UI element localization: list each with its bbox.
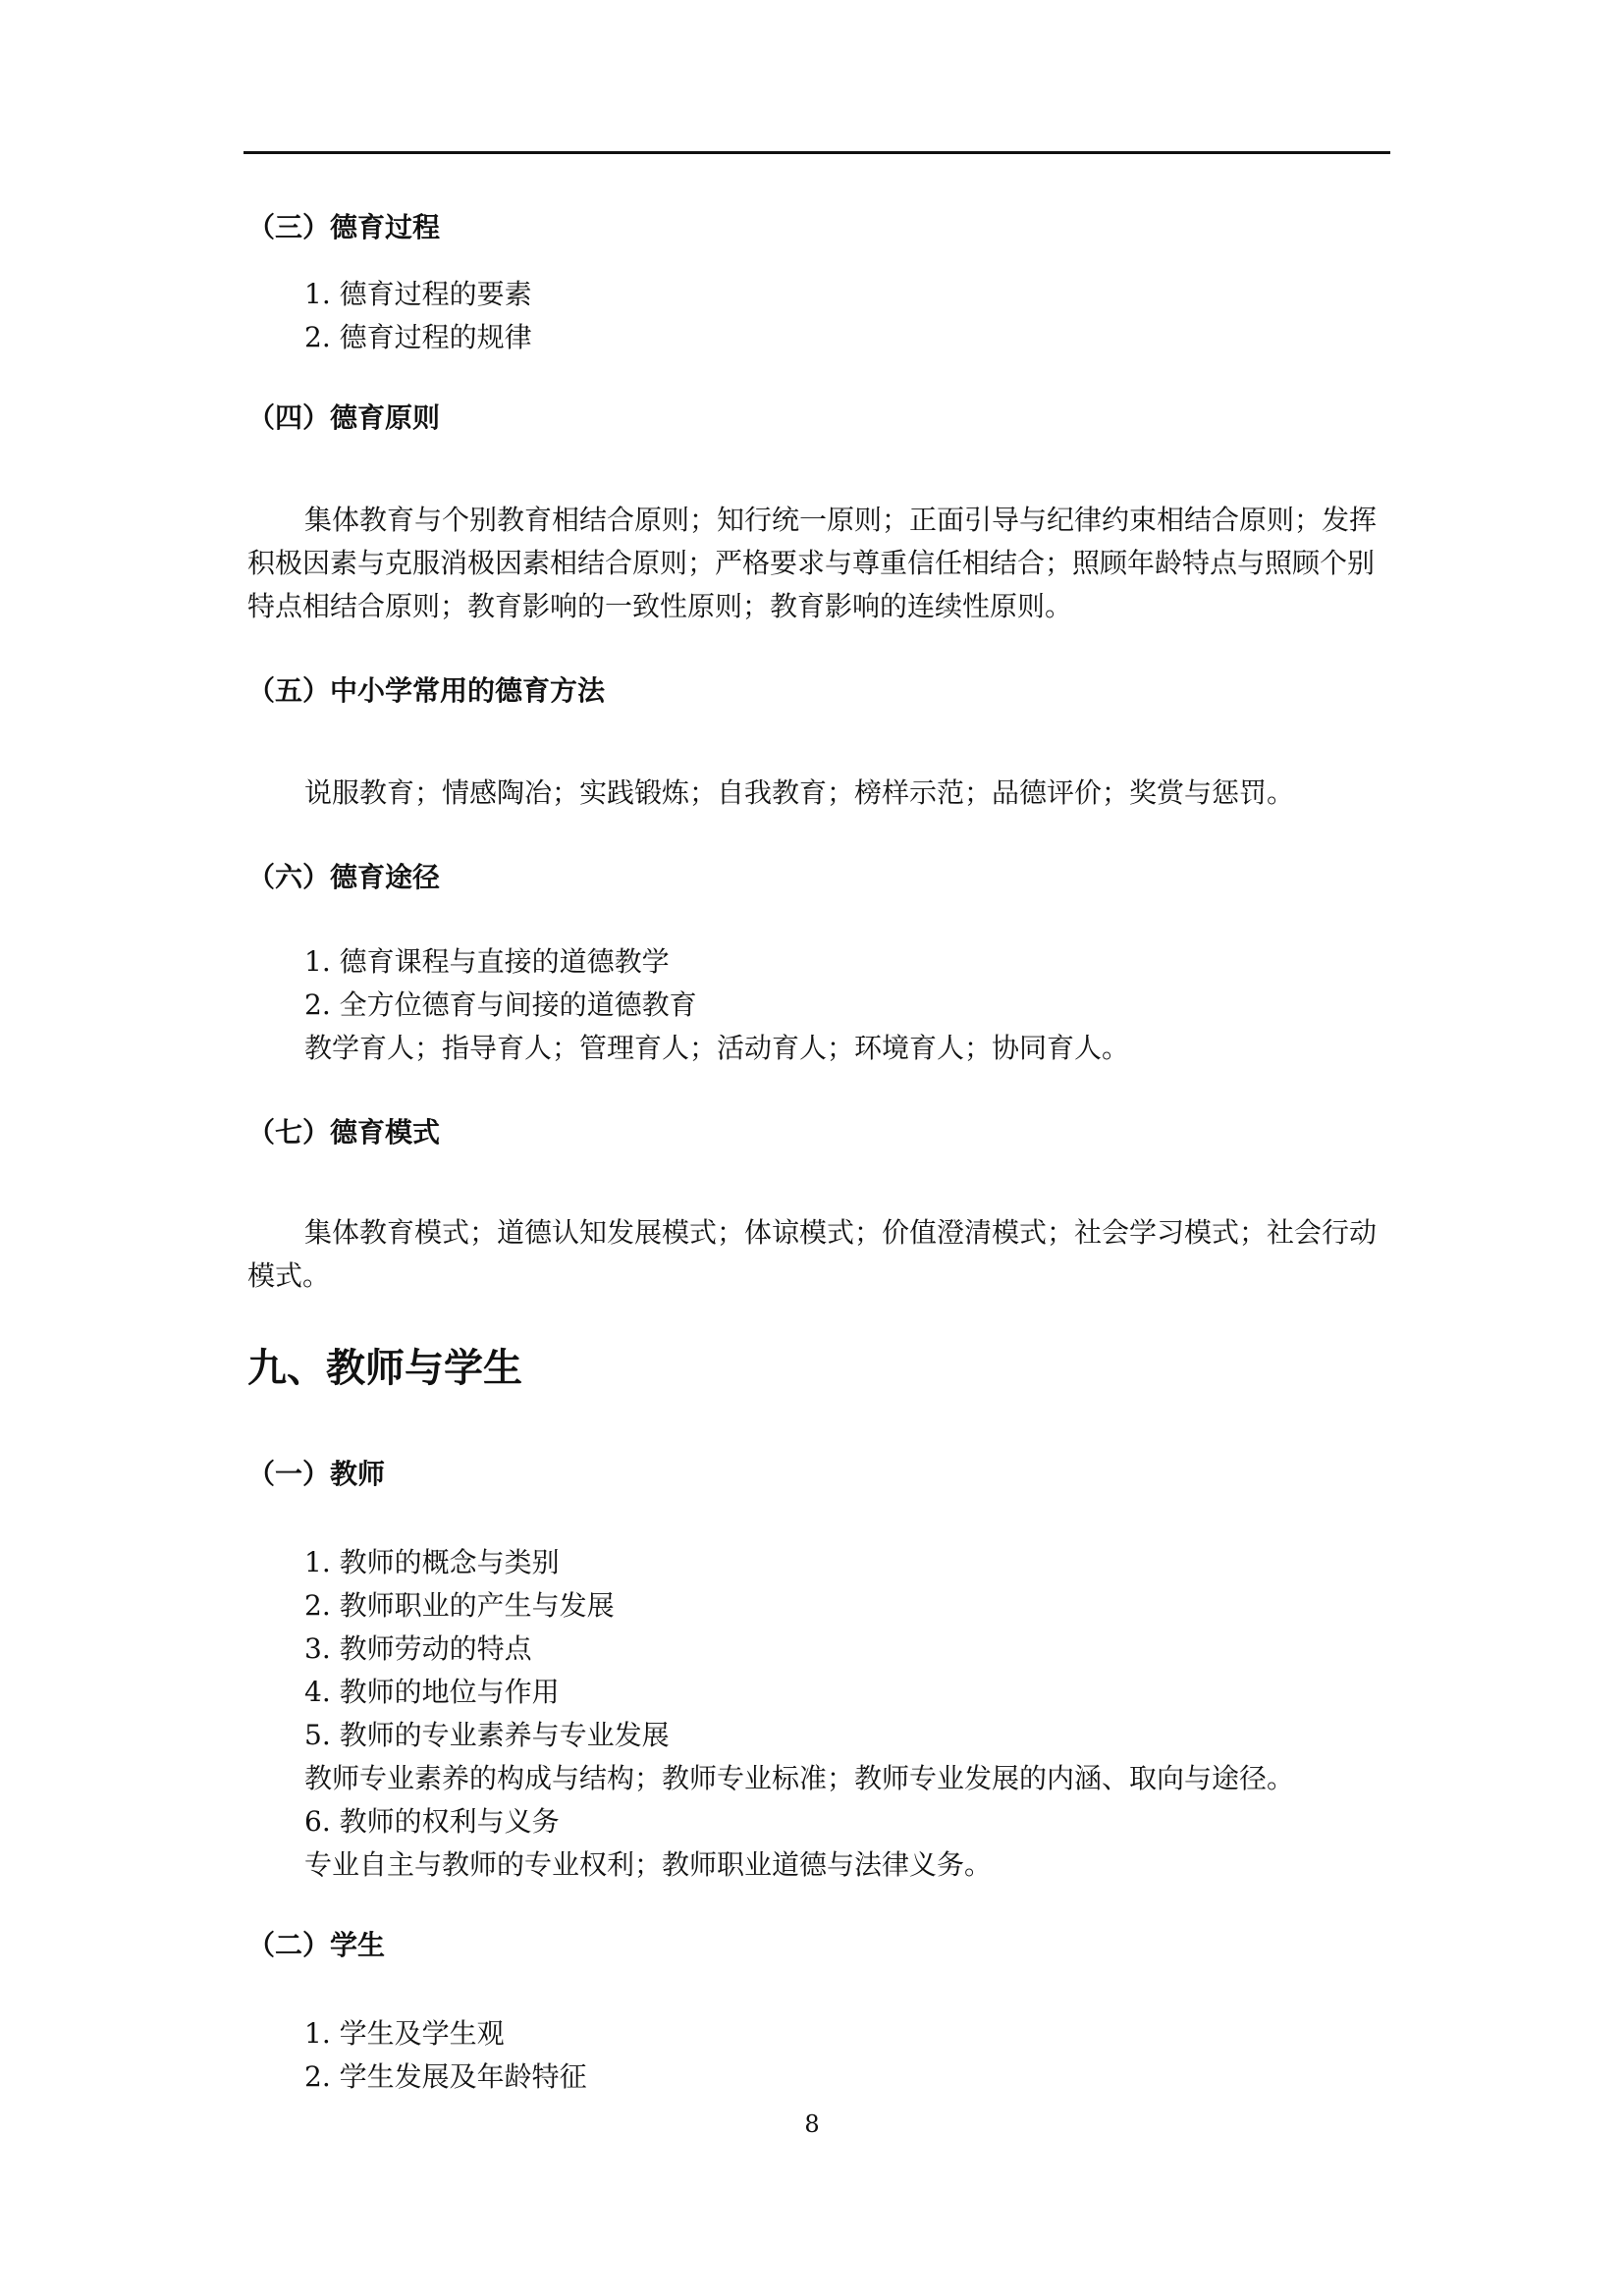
list-item: 2. 全方位德育与间接的道德教育 xyxy=(304,988,697,1021)
section-moral-education-paths xyxy=(247,815,1392,911)
principles-block xyxy=(247,452,1392,628)
list-moral-education-process xyxy=(247,261,1392,359)
section-teacher xyxy=(247,1396,1392,1508)
list-item: 2. 学生发展及年龄特征 xyxy=(304,2060,587,2093)
list-item: 1. 学生及学生观 xyxy=(304,2017,505,2050)
list-item: 1. 德育过程的要素 xyxy=(304,278,532,310)
list-item: 3. 教师劳动的特点 xyxy=(304,1632,532,1665)
list-item: 6. 教师的权利与义务 xyxy=(304,1805,560,1838)
list-note: 专业自主与教师的专业权利；教师职业道德与法律义务。 xyxy=(304,1848,993,1881)
list-item: 2. 德育过程的规律 xyxy=(304,321,532,353)
header-rule xyxy=(244,151,1390,154)
section-heading: （三）德育过程 xyxy=(247,211,441,243)
models-block xyxy=(247,1166,1392,1298)
section-moral-education-methods xyxy=(247,628,1392,724)
section-moral-education-models xyxy=(247,1070,1392,1166)
section-student xyxy=(247,1887,1392,1979)
list-item: 5. 教师的专业素养与专业发展 xyxy=(304,1719,670,1751)
section-heading: （一）教师 xyxy=(247,1458,386,1490)
page-number: 8 xyxy=(804,2110,820,2138)
list-note: 教师专业素养的构成与结构；教师专业标准；教师专业发展的内涵、取向与途径。 xyxy=(304,1762,1295,1794)
chapter-title: 九、教师与学生 xyxy=(247,1346,522,1391)
section-moral-education-process xyxy=(247,208,1392,261)
list-item: 4. 教师的地位与作用 xyxy=(304,1676,560,1708)
methods-block xyxy=(247,724,1392,815)
list-note: 教学育人；指导育人；管理育人；活动育人；环境育人；协同育人。 xyxy=(304,1032,1130,1064)
list-student xyxy=(247,1979,1392,2099)
section-heading: （二）学生 xyxy=(247,1929,386,1961)
methods-paragraph: 说服教育；情感陶冶；实践锻炼；自我教育；榜样示范；品德评价；奖赏与惩罚。 xyxy=(304,776,1295,809)
list-teacher xyxy=(247,1508,1392,1887)
list-item: 1. 德育课程与直接的道德教学 xyxy=(304,945,670,978)
section-heading: （七）德育模式 xyxy=(247,1116,441,1148)
list-moral-education-paths xyxy=(247,911,1392,1070)
chapter-heading-block xyxy=(247,1298,1392,1396)
models-paragraph: 集体教育模式；道德认知发展模式；体谅模式；价值澄清模式；社会学习模式；社会行动模式。 xyxy=(247,1216,1378,1292)
list-item: 1. 教师的概念与类别 xyxy=(304,1546,560,1578)
list-item: 2. 教师职业的产生与发展 xyxy=(304,1589,615,1622)
principles-paragraph: 集体教育与个别教育相结合原则；知行统一原则；正面引导与纪律约束相结合原则；发挥积极因素与克服消极因素相结合原则；严格要求与尊重信任相结合；照顾年龄特点与照顾个别特点相结合原则；教育影响的一致性原则；教育影响的连续性原则。 xyxy=(247,504,1378,622)
section-heading: （五）中小学常用的德育方法 xyxy=(247,674,606,707)
section-heading: （六）德育途径 xyxy=(247,861,441,893)
page-content xyxy=(247,208,1392,2099)
section-moral-education-principles xyxy=(247,359,1392,452)
section-heading: （四）德育原则 xyxy=(247,401,441,434)
